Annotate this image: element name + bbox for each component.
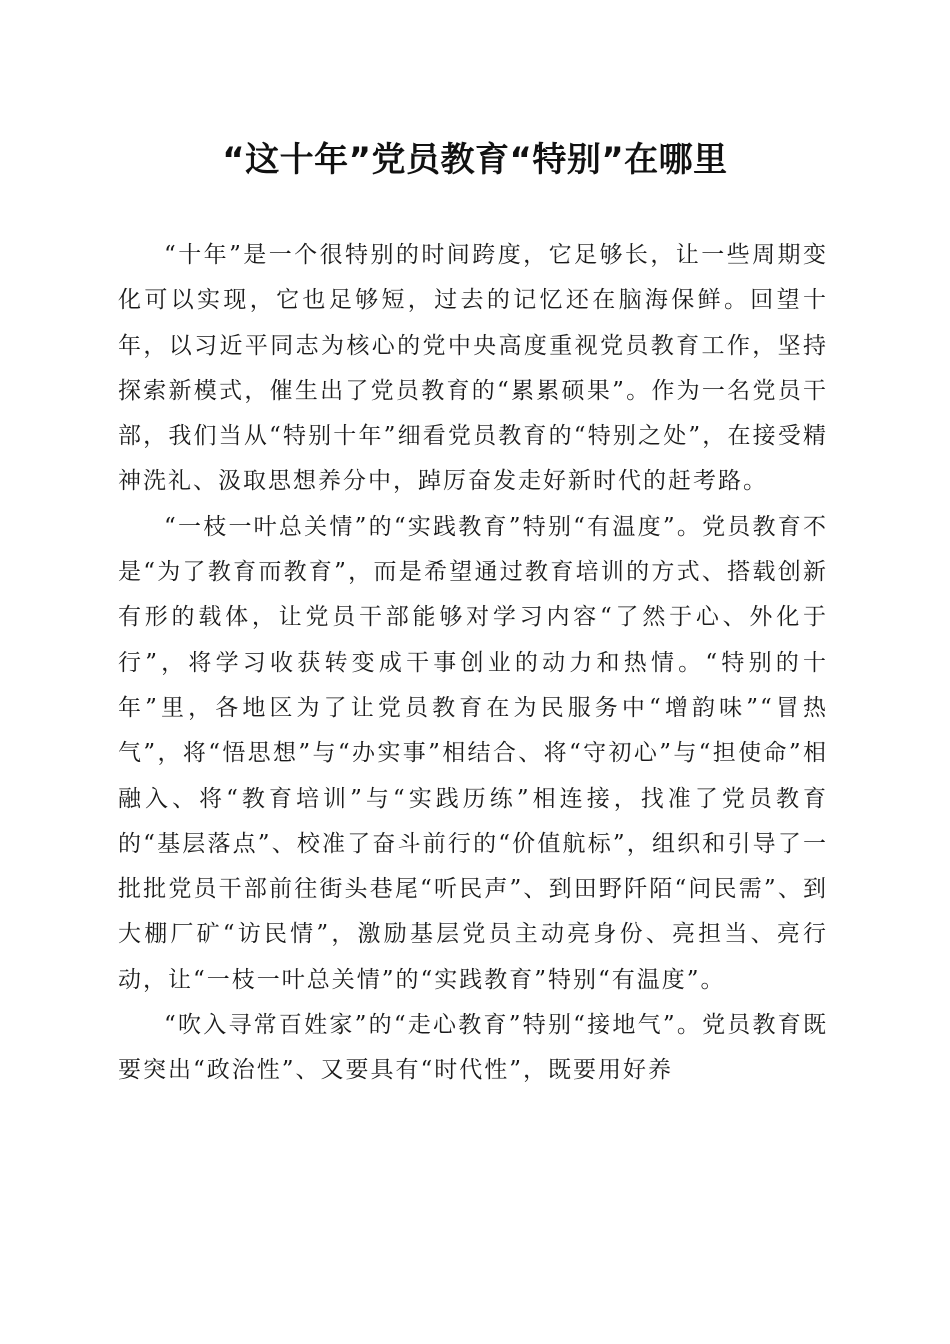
paragraph-2: “一枝一叶总关情”的“实践教育”特别“有温度”。党员教育不是“为了教育而教育”，而是希望通过教育培训的方式、搭载创新有形的载体，让党员干部能够对学习内容“了然于心、外化于行”，将学习收获转变成干事创业的动力和热情。“特别的十年”里，各地区为了让党员教育在为民服务中“增韵味”“冒热气”，将“悟思想”与“办实事”相结合、将“守初心”与“担使命”相融入、将“教育培训”与“实践历练”相连接，找准了党员教育的“基层落点”、校准了奋斗前行的“价值航标”，组织和引导了一批批党员干部前往街头巷尾“听民声”、到田野阡陌“问民需”、到大棚厂矿“访民情”，激励基层党员主动亮身份、亮担当、亮行动，让“一枝一叶总关情”的“实践教育”特别“有温度”。 [118,513,828,993]
paragraph-1: “十年”是一个很特别的时间跨度，它足够长，让一些周期变化可以实现，它也足够短，过去的记忆还在脑海保鲜。回望十年，以习近平同志为核心的党中央高度重视党员教育工作，坚持探索新模式，催生出了党员教育的“累累硕果”。作为一名党员干部，我们当从“特别十年”细看党员教育的“特别之处”，在接受精神洗礼、汲取思想养分中，踔厉奋发走好新时代的赶考路。 [118,242,828,495]
document-body [118,233,828,1094]
paragraph-3: “吹入寻常百姓家”的“走心教育”特别“接地气”。党员教育既要突出“政治性”、又要具有“时代性”，既要用好养 [118,1012,828,1084]
document-title: “这十年”党员教育“特别”在哪里 [222,140,728,180]
